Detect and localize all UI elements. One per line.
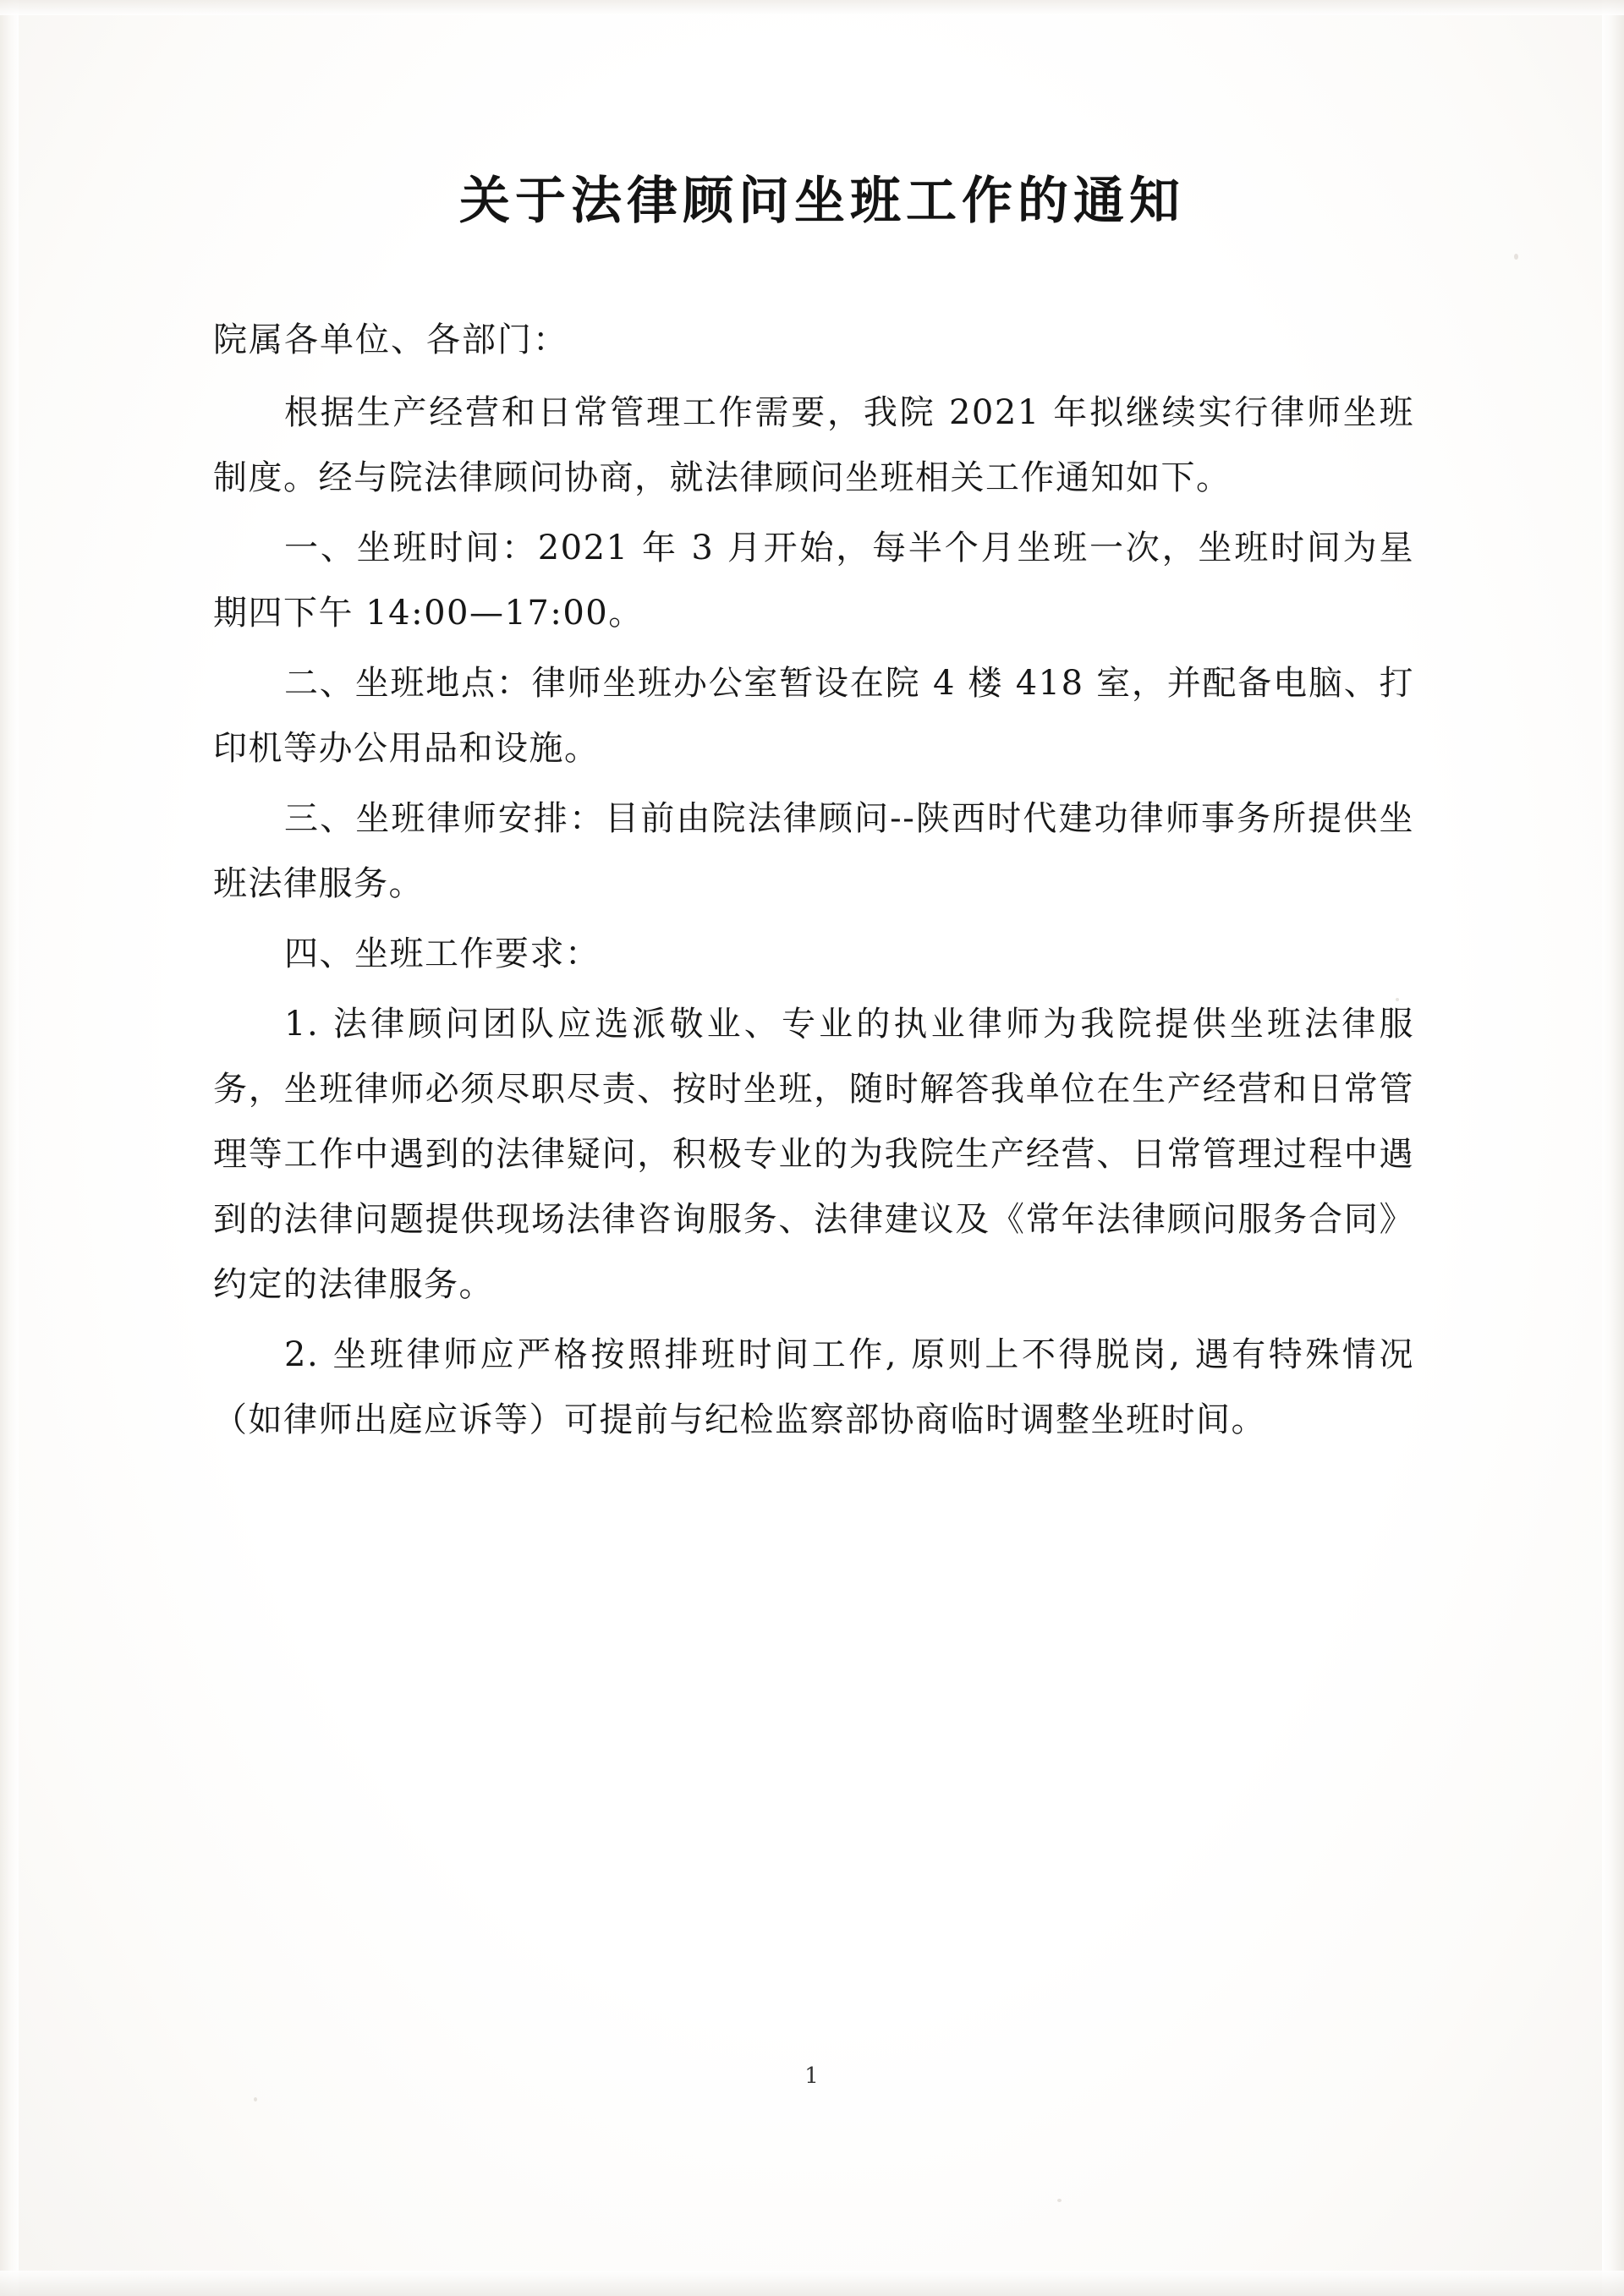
- page-title: 关于法律顾问坐班工作的通知: [459, 172, 1185, 231]
- document-body: [213, 161, 1414, 1458]
- paragraph-item-2: 2. 坐班律师应严格按照排班时间工作, 原则上不得脱岗, 遇有特殊情况（如律师出庭应诉等）可提前与纪检监察部协商临时调整坐班时间。: [213, 1335, 1414, 1439]
- page-edge-left: [0, 0, 19, 2296]
- paper-speck: [254, 2097, 257, 2101]
- paragraph-intro: 根据生产经营和日常管理工作需要，我院 2021 年拟继续实行律师坐班制度。经与院法律顾问协商，就法律顾问坐班相关工作通知如下。: [213, 393, 1414, 497]
- paper-speck: [1057, 2199, 1062, 2202]
- page-edge-right: [1602, 0, 1624, 2296]
- page-number: 1: [804, 2063, 820, 2089]
- paper-speck: [1514, 254, 1518, 260]
- paragraph-section-4-heading: 四、坐班工作要求：: [284, 934, 601, 973]
- paragraph-section-2-location: 二、坐班地点：律师坐班办公室暂设在院 4 楼 418 室，并配备电脑、打印机等办公用品和设施。: [213, 664, 1414, 768]
- salutation: 院属各单位、各部门：: [213, 321, 568, 359]
- page-edge-bottom: [0, 2271, 1624, 2296]
- paragraph-item-1: 1. 法律顾问团队应选派敬业、专业的执业律师为我院提供坐班法律服务，坐班律师必须尽职尽责、按时坐班，随时解答我单位在生产经营和日常管理等工作中遇到的法律疑问，积极专业的为我院生产经营、日常管理过程中遇到的法律问题提供现场法律咨询服务、法律建议及《常年法律顾问服务合同》约定的法律服务。: [213, 1005, 1414, 1304]
- paragraph-section-3-lawyer-arrangement: 三、坐班律师安排：目前由院法律顾问--陕西时代建功律师事务所提供坐班法律服务。: [213, 799, 1414, 903]
- page-edge-top: [0, 0, 1624, 15]
- paragraph-section-1-time: 一、坐班时间：2021 年 3 月开始，每半个月坐班一次，坐班时间为星期四下午 14:00—17:00。: [213, 529, 1414, 633]
